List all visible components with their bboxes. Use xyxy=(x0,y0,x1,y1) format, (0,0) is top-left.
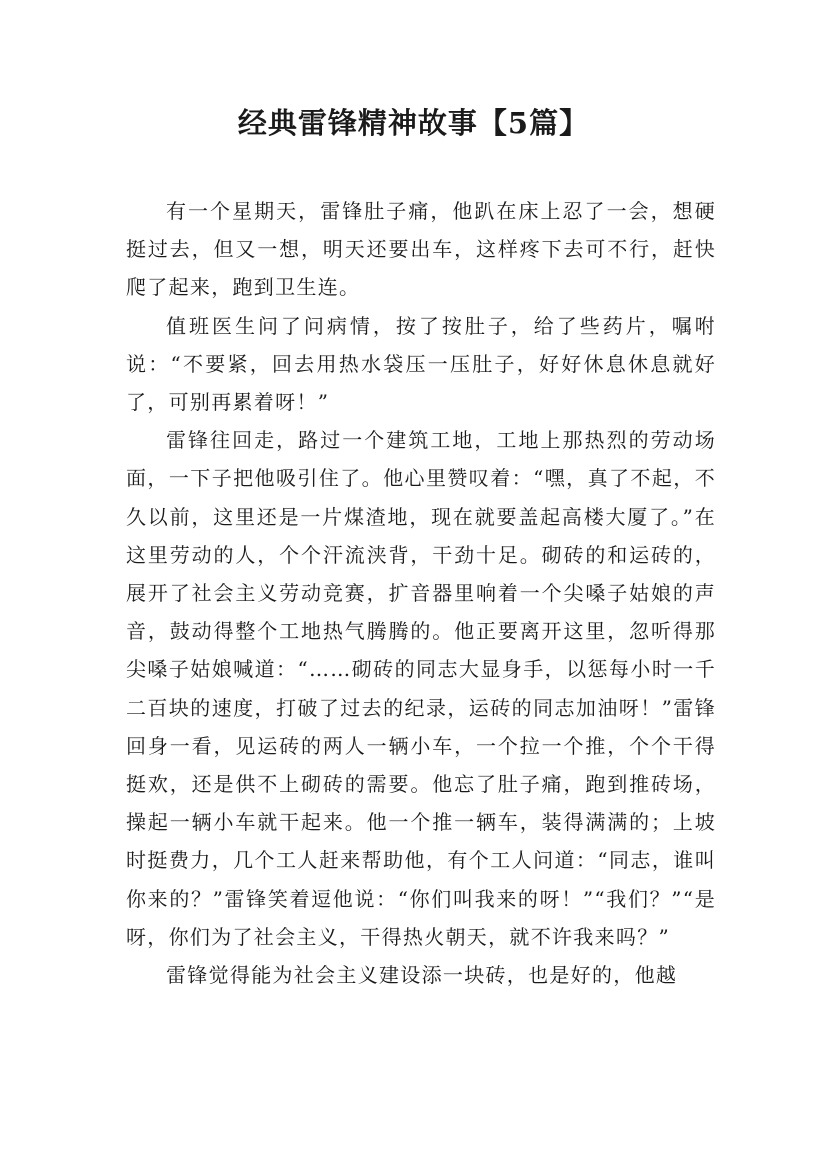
paragraph-2: 值班医生问了问病情，按了按肚子，给了些药片，嘱咐说：“不要紧，回去用热水袋压一压肚子，好好休息休息就好了，可别再累着呀！” xyxy=(126,313,716,415)
document-title: 经典雷锋精神故事【5篇】 xyxy=(237,106,590,140)
document-body xyxy=(126,192,716,994)
paragraph-1: 有一个星期天，雷锋肚子痛，他趴在床上忍了一会，想硬挺过去，但又一想，明天还要出车，这样疼下去可不行，赶快爬了起来，跑到卫生连。 xyxy=(126,199,716,300)
paragraph-4: 雷锋觉得能为社会主义建设添一块砖，也是好的，他越 xyxy=(166,963,678,988)
paragraph-3: 雷锋往回走，路过一个建筑工地，工地上那热烈的劳动场面，一下子把他吸引住了。他心里赞叹着：“嘿，真了不起，不久以前，这里还是一片煤渣地，现在就要盖起高楼大厦了。”在这里劳动的人，个个汗流浃背，干劲十足。砌砖的和运砖的，展开了社会主义劳动竞赛，扩音器里响着一个尖嗓子姑娘的声音，鼓动得整个工地热气腾腾的。他正要离开这里，忽听得那尖嗓子姑娘喊道：“……砌砖的同志大显身手，以惩每小时一千二百块的速度，打破了过去的纪录，运砖的同志加油呀！”雷锋回身一看，见运砖的两人一辆小车，一个拉一个推，个个干得挺欢，还是供不上砌砖的需要。他忘了肚子痛，跑到推砖场，操起一辆小车就干起来。他一个推一辆车，装得满满的；上坡时挺费力，几个工人赶来帮助他，有个工人问道：“同志，谁叫你来的？”雷锋笑着逗他说：“你们叫我来的呀！”“我们？”“是呀，你们为了社会主义，干得热火朝天，就不许我来吗？” xyxy=(126,428,716,949)
